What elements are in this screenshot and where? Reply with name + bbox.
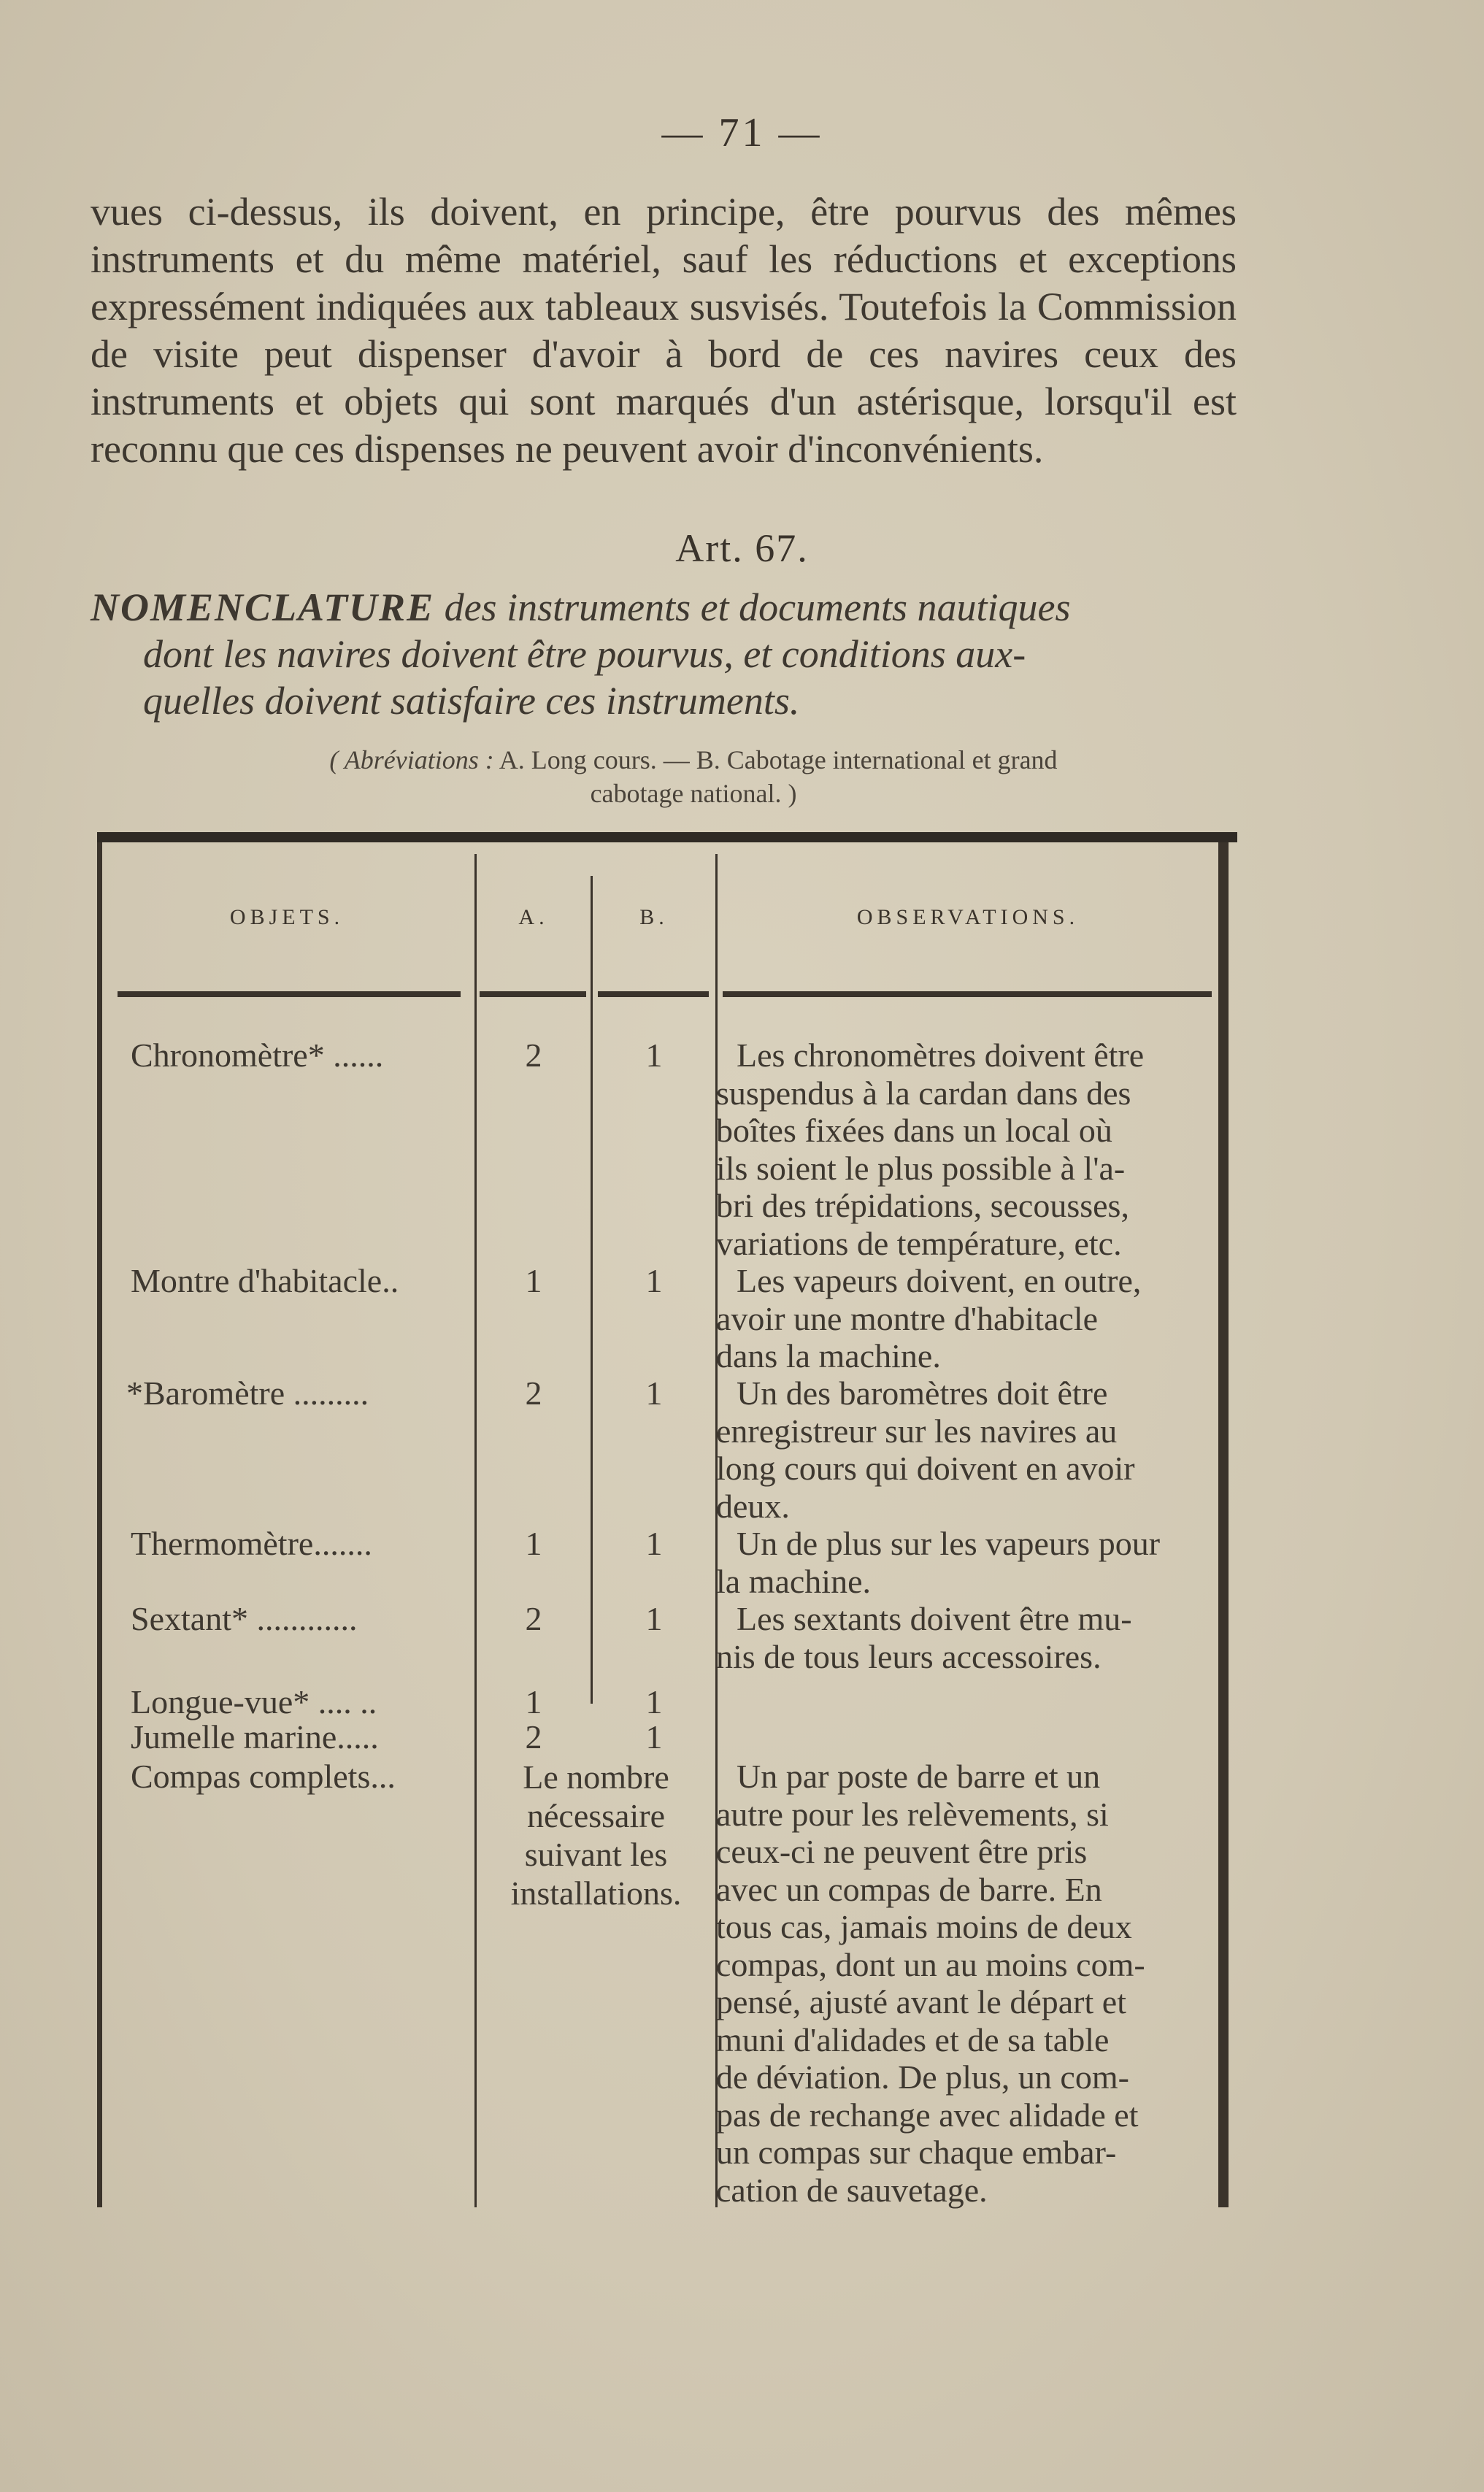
row-barometre-objet: *Baromètre ......... [126,1374,369,1412]
obs-line: autre pour les relèvements, si [716,1795,1109,1833]
row-sextant-observations [716,1600,1233,1675]
header-rule-observations [723,991,1212,997]
abbreviations-note [168,743,1219,810]
ab-line: nécessaire [527,1797,665,1834]
obs-line: boîtes fixées dans un local où [716,1112,1112,1149]
nomenclature-head: NOMENCLATURE [91,585,435,629]
intro-paragraph: vues ci-dessus, ils doivent, en principe, être pourvus des mêmes instruments et du même matériel, sauf les réductions et exceptions expressément indiquées aux tableaux susvisés. Toutefois la Commission de visite peut dispenser d'avoir à bord de ces navires ceux des instruments et objets qui sont marqués d'un astérisque, lorsqu'il est reconnu que ces dispenses ne peuvent avoir d'inconvénients. [91,190,1237,471]
nomenclature-line-3: quelles doivent satisfaire ces instruments. [143,679,800,723]
obs-line: de déviation. De plus, un com- [716,2058,1129,2096]
row-thermometre-objet: Thermomètre....... [131,1525,372,1562]
obs-line: nis de tous leurs accessoires. [716,1637,1102,1675]
instruments-table [97,832,1237,2209]
abbreviations-text-1: A. Long cours. — B. Cabotage international et grand [493,745,1058,774]
row-thermometre-observations [716,1525,1233,1600]
obs-line: ceux-ci ne peuvent être pris [716,1833,1088,1870]
row-jumelle-b: 1 [645,1718,663,1755]
row-barometre-observations [716,1374,1233,1525]
ab-line: installations. [510,1874,682,1912]
obs-line: pensé, ajusté avant le départ et [716,1983,1126,2020]
row-montre-observations [716,1262,1233,1375]
obs-line: avoir une montre d'habitacle [716,1299,1099,1337]
header-rule-objets [118,991,461,997]
header-rule-b [598,991,709,997]
row-jumelle-objet: Jumelle marine..... [131,1718,379,1755]
row-chronometre-b: 1 [645,1037,663,1074]
table-top-rule [97,832,1237,842]
abbreviations-text-2: cabotage national. ) [590,779,797,808]
obs-line: suspendus à la cardan dans des [716,1074,1131,1112]
obs-line: avec un compas de barre. En [716,1870,1102,1908]
obs-line: ils soient le plus possible à l'a- [716,1149,1126,1187]
obs-line: pas de rechange avec alidade et [716,2096,1139,2134]
row-longue-vue-objet: Longue-vue* .... .. [131,1683,377,1720]
row-chronometre-observations [716,1037,1233,1262]
obs-line: enregistreur sur les navires au [716,1412,1118,1450]
header-a: A. [518,905,549,929]
row-montre-b: 1 [645,1262,663,1299]
row-sextant-a: 2 [525,1600,542,1637]
row-barometre-a: 2 [525,1374,542,1412]
obs-line: muni d'alidades et de sa table [716,2020,1110,2058]
header-objets: OBJETS. [229,905,345,929]
obs-line: deux. [716,1487,790,1525]
row-barometre-b: 1 [645,1374,663,1412]
nomenclature-line-1-rest: des instruments et documents nautiques [434,585,1071,629]
obs-line: tous cas, jamais moins de deux [716,1908,1132,1945]
obs-line: long cours qui doivent en avoir [716,1450,1135,1487]
row-thermometre-a: 1 [525,1525,542,1562]
row-compas-observations [716,1758,1233,2209]
row-sextant-objet: Sextant* ............ [131,1600,358,1637]
obs-line: compas, dont un au moins com- [716,1945,1145,1983]
nomenclature-line-1 [91,585,1071,629]
header-b: B. [639,905,669,929]
obs-line: dans la machine. [716,1337,941,1374]
header-observations: OBSERVATIONS. [856,905,1080,929]
nomenclature-title [91,584,1237,724]
abbreviations-label: ( Abréviations : [329,745,494,774]
ab-line: suivant les [524,1836,668,1873]
row-jumelle-a: 2 [525,1718,542,1755]
obs-line: Un de plus sur les vapeurs pour [737,1525,1161,1562]
obs-line: variations de température, etc. [716,1224,1122,1262]
article-heading: Art. 67. [675,526,809,570]
row-sextant-b: 1 [645,1600,663,1637]
row-chronometre-a: 2 [525,1037,542,1074]
nomenclature-line-2: dont les navires doivent être pourvus, et conditions aux- [143,632,1026,676]
page-number: — 71 — [661,110,823,155]
obs-line: Les chronomètres doivent être [737,1037,1145,1074]
row-chronometre-objet: Chronomètre* ...... [131,1037,384,1074]
ab-line: Le nombre [523,1758,669,1796]
obs-line: Les vapeurs doivent, en outre, [737,1262,1142,1299]
row-longue-vue-a: 1 [525,1683,542,1720]
row-compas-ab-combined [477,1758,715,1912]
row-montre-objet: Montre d'habitacle.. [131,1262,399,1299]
obs-line: Un des baromètres doit être [737,1374,1108,1412]
obs-line: un compas sur chaque embar- [716,2134,1117,2171]
obs-line: Un par poste de barre et un [737,1758,1101,1795]
row-longue-vue-b: 1 [645,1683,663,1720]
row-compas-objet: Compas complets... [131,1758,396,1795]
obs-line: Les sextants doivent être mu- [737,1600,1132,1637]
table-left-border [97,842,102,2207]
header-rule-a [480,991,586,997]
row-montre-a: 1 [525,1262,542,1299]
obs-line: la machine. [716,1562,872,1600]
row-thermometre-b: 1 [645,1525,663,1562]
obs-line: bri des trépidations, secousses, [716,1187,1129,1224]
obs-line: cation de sauvetage. [716,2171,988,2209]
